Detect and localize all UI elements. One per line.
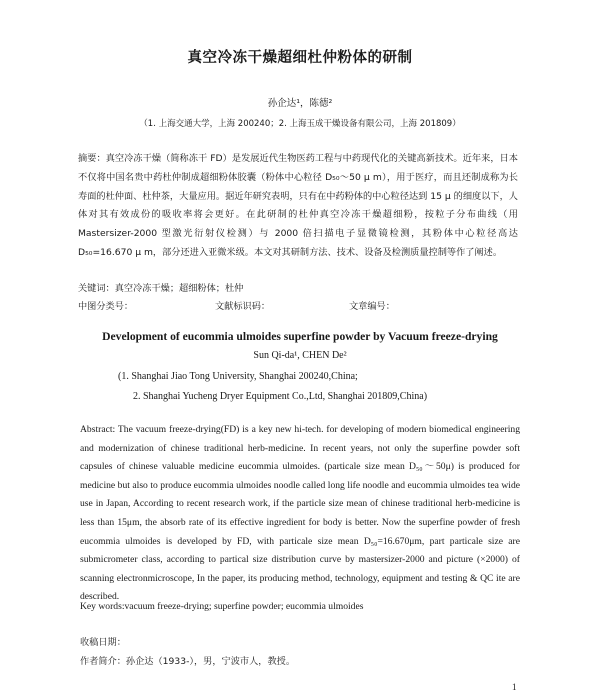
author-bio: 作者简介：孙企达（1933-），男，宁波市人，教授。	[80, 656, 296, 667]
title-english: Development of eucommia ulmoides superfine powder by Vacuum freeze-drying	[102, 330, 498, 343]
abstract-english: Abstract: The vacuum freeze-drying(FD) is a key new hi-tech. for developing of modern biomedical engineering and modernization of chinese traditional herb-medicine. In recent years, not only the superfine powder soft capsules of chinese valuable medicine eucommia ulmoides. (particale size mean D₅₀～50μ) is produced for medicine but also to produce eucommia ulmoides noodle called long life noodle and eucommia ulmoides tea wide use in Japan, According to recent research work, if the particle size mean of chinese traditional herb-medicine is less than 15μm, the absorb rate of its effective ingredient for body is better. Now the superfine powder of fresh eucommia ulmoides is developed by FD, with particale size mean D₅₀=16.670μm, part particale size are submicrometer class, according to partical size distribution curve by mastersizer-2000 and picture (×2000) of scanning electronmicroscope, In the paper, its producing method, technology, equipment and testing & QC ite are described.	[80, 424, 520, 603]
affiliation-english-2: 2. Shanghai Yucheng Dryer Equipment Co.,Ltd, Shanghai 201809,China)	[133, 391, 428, 402]
received-date-label: 收稿日期：	[80, 637, 126, 648]
title-chinese: 真空冷冻干燥超细杜仲粉体的研制	[187, 50, 413, 66]
authors-chinese: 孙企达¹，陈德²	[267, 98, 333, 109]
document-code-label: 文献标识码：	[215, 301, 271, 312]
keywords-chinese: 关键词：真空冷冻干燥；超细粉体；杜仲	[78, 283, 244, 294]
clc-number-label: 中图分类号：	[78, 301, 134, 312]
abstract-chinese: 摘要：真空冷冻干燥（简称冻干 FD）是发展近代生物医药工程与中药现代化的关键高新技术。近年来，日本不仅将中国名贵中药杜仲制成超细粉体胶囊（粉体中心粒径 D₅₀～50 μ m），用于医疗，而且还制成称为长寿面的杜仲面、杜仲茶，大量应用。据近年研究表明，只有在中药粉体的中心粒径达到 15 μ 的细度以下，人体对其有效成份的吸收率将会更好。在此研制的杜仲真空冷冻干燥超细粉，按粒子分布曲线（用 Mastersizer-2000 型激光衍射仪检测）与 2000 倍扫描电子显微镜检测，其粉体中心粒径高达 D₅₀=16.670 μ m，部分还进入亚微米级。本文对其研制方法、技术、设备及检测质量控制等作了阐述。	[78, 153, 518, 258]
article-number-label: 文章编号：	[349, 301, 395, 312]
keywords-english: Key words:vacuum freeze-drying; superfine powder; eucommia ulmoides	[80, 601, 364, 612]
authors-english: Sun Qi-da¹, CHEN De²	[253, 350, 347, 361]
affiliation-english-1: (1. Shanghai Jiao Tong University, Shanghai 200240,China;	[118, 371, 358, 382]
page-number: 1	[512, 682, 517, 692]
affiliations-chinese: （1. 上海交通大学，上海 200240；2. 上海玉成干燥设备有限公司，上海 201809）	[139, 119, 461, 129]
